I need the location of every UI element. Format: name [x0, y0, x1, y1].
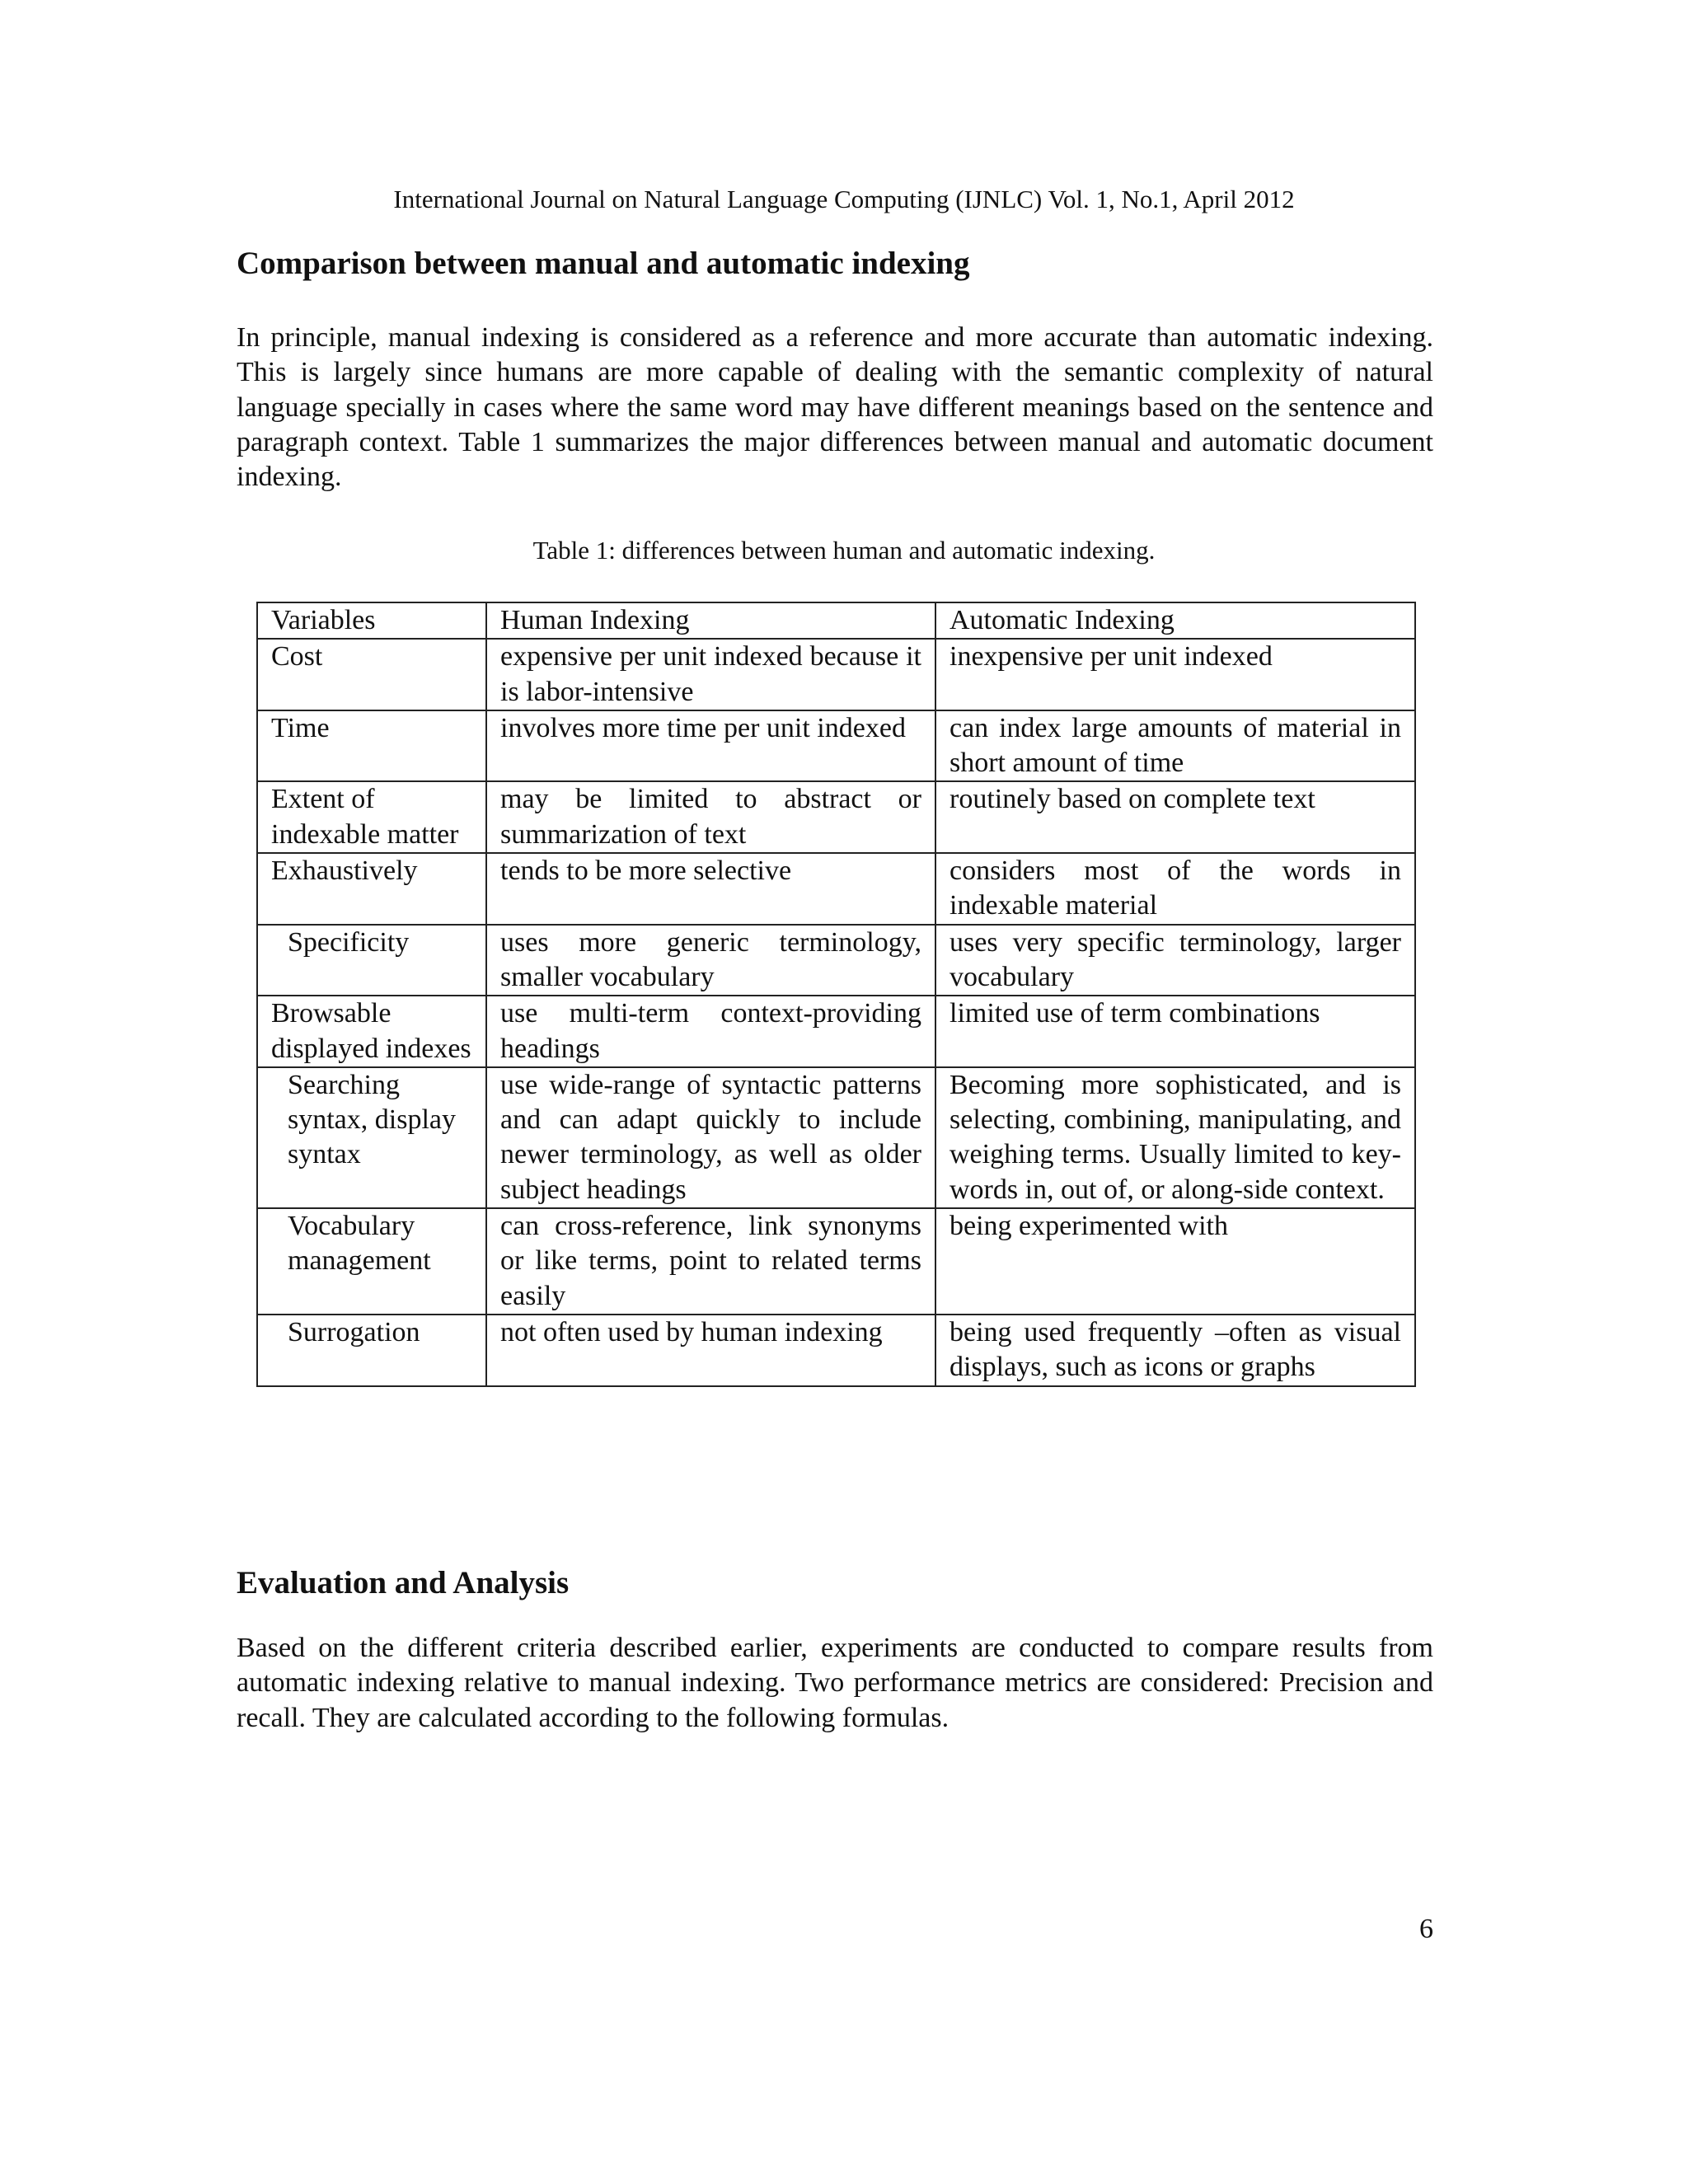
table-row	[257, 1067, 1415, 1208]
row-automatic: uses very specific terminology, larger vocabulary	[935, 925, 1415, 996]
row-automatic: being experimented with	[935, 1208, 1415, 1315]
row-automatic: routinely based on complete text	[935, 781, 1415, 853]
row-human: may be limited to abstract or summarization of text	[486, 781, 935, 853]
row-variable: Vocabulary management	[257, 1208, 486, 1315]
table-row	[257, 639, 1415, 710]
table-row	[257, 781, 1415, 853]
row-variable: Cost	[257, 639, 486, 710]
row-human: tends to be more selective	[486, 853, 935, 925]
row-human: use wide-range of syntactic patterns and can adapt quickly to include newer terminology, as well as older subject headings	[486, 1067, 935, 1208]
table-header-row	[257, 602, 1415, 639]
section-heading-comparison: Comparison between manual and automatic indexing	[237, 246, 970, 281]
row-variable: Surrogation	[257, 1315, 486, 1386]
comparison-paragraph: In principle, manual indexing is considered as a reference and more accurate than automatic indexing. This is largely since humans are more capable of dealing with the semantic complexity of natural language specially in cases where the same word may have different meanings based on the sentence and paragraph context. Table 1 summarizes the major differences between manual and automatic document indexing.	[237, 322, 1433, 493]
table-row	[257, 1208, 1415, 1315]
table-caption: Table 1: differences between human and automatic indexing.	[532, 536, 1156, 565]
row-automatic: being used frequently –often as visual displays, such as icons or graphs	[935, 1315, 1415, 1386]
row-human: expensive per unit indexed because it is labor-intensive	[486, 639, 935, 710]
comparison-table	[256, 602, 1416, 1387]
running-header: International Journal on Natural Language Computing (IJNLC) Vol. 1, No.1, April 2012	[393, 185, 1295, 213]
row-automatic: considers most of the words in indexable material	[935, 853, 1415, 925]
section-heading-evaluation: Evaluation and Analysis	[237, 1565, 570, 1601]
row-variable: Time	[257, 710, 486, 782]
table-row	[257, 710, 1415, 782]
row-variable: Browsable displayed indexes	[257, 996, 486, 1067]
row-variable: Extent of indexable matter	[257, 781, 486, 853]
row-automatic: inexpensive per unit indexed	[935, 639, 1415, 710]
evaluation-paragraph: Based on the different criteria described earlier, experiments are conducted to compare results from automatic indexing relative to manual indexing. Two performance metrics are considered: Precision and recall. They are calculated according to the following formulas.	[237, 1633, 1433, 1733]
row-human: can cross-reference, link synonyms or like terms, point to related terms easily	[486, 1208, 935, 1315]
table-row	[257, 996, 1415, 1067]
row-variable: Specificity	[257, 925, 486, 996]
row-human: uses more generic terminology, smaller vocabulary	[486, 925, 935, 996]
row-automatic: Becoming more sophisticated, and is selecting, combining, manipulating, and weighing terms. Usually limited to key-words in, out of, or along-side context.	[935, 1067, 1415, 1208]
header-human-indexing: Human Indexing	[486, 602, 935, 639]
row-human: involves more time per unit indexed	[486, 710, 935, 782]
row-human: use multi-term context-providing headings	[486, 996, 935, 1067]
table-row	[257, 1315, 1415, 1386]
row-variable: Searching syntax, display syntax	[257, 1067, 486, 1208]
row-automatic: limited use of term combinations	[935, 996, 1415, 1067]
row-automatic: can index large amounts of material in short amount of time	[935, 710, 1415, 782]
row-human: not often used by human indexing	[486, 1315, 935, 1386]
table-row	[257, 925, 1415, 996]
table-row	[257, 853, 1415, 925]
header-variables: Variables	[257, 602, 486, 639]
row-variable: Exhaustively	[257, 853, 486, 925]
page-number: 6	[1419, 1914, 1433, 1944]
header-automatic-indexing: Automatic Indexing	[935, 602, 1415, 639]
